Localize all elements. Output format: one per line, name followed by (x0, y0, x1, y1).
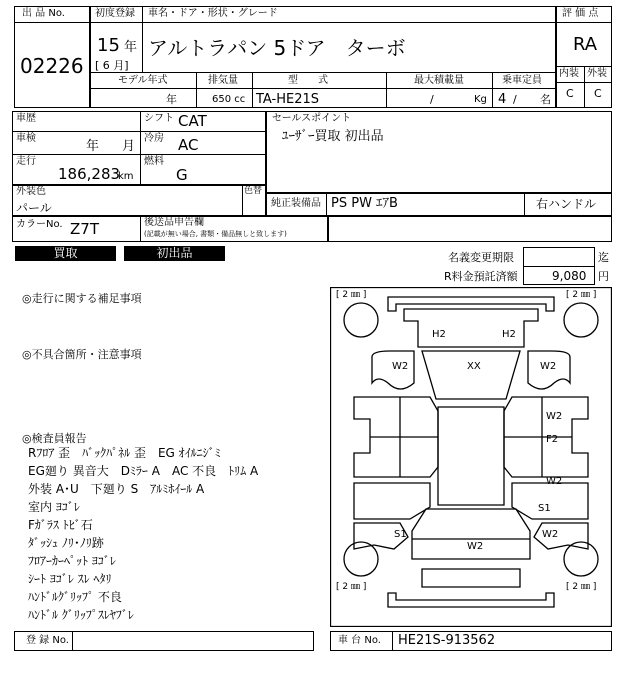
ext-color-label: 外装色 (16, 186, 46, 197)
first-registration-month: [ 6 月] (95, 59, 129, 72)
docs-note: (記載が無い場合, 書類・備品無しと致します) (144, 230, 287, 238)
mark-fender-left: W2 (392, 361, 409, 372)
inspector-line: EG廻り 異音大 Dﾐﾗｰ A AC 不良 ﾄﾘﾑ A (28, 464, 259, 478)
mark-sill-left: S1 (394, 529, 407, 540)
max-load-slash: / (430, 93, 434, 106)
mileage-unit: km (118, 171, 134, 182)
max-load-unit: Kg (474, 94, 487, 105)
score-label: 評 価 点 (562, 8, 599, 19)
mark-door-r2: F2 (546, 434, 559, 445)
mark-door-r1: W2 (546, 411, 563, 422)
name-change-box (523, 247, 595, 267)
exterior-label: 外装 (587, 68, 607, 79)
first-registration-label: 初度登録 (95, 8, 135, 19)
car-outline (330, 287, 612, 627)
fuel-value: G (176, 166, 188, 184)
inspector-line: 室内 ﾖｺﾞﾚ (28, 500, 80, 514)
docs-label: 後送品申告欄 (144, 217, 204, 228)
tire-depth-fr: [ 2 ㎜ ] (566, 290, 597, 300)
max-load-label: 最大積載量 (414, 75, 464, 86)
reg-no-label: 登 録 No. (26, 635, 69, 646)
score-value: RA (573, 34, 598, 55)
capacity-label: 乗車定員 (502, 75, 542, 86)
damage-diagram (330, 287, 612, 627)
info-left-box (12, 111, 266, 185)
mark-hood-left: H2 (432, 329, 446, 340)
car-name-label: 車名・ドア・形状・グレード (148, 8, 278, 19)
color-no-label: カラーNo. (16, 219, 63, 230)
mark-door-r3: W2 (546, 476, 563, 487)
inspector-line: ﾀﾞｯｼｭ ﾉﾘ･ﾉﾘ跡 (28, 536, 104, 550)
recycle-unit: 円 (598, 270, 609, 283)
displacement: 650 cc (212, 94, 246, 105)
tire-depth-rl: [ 2 ㎜ ] (336, 582, 367, 592)
interior-grade: C (566, 87, 574, 100)
inspector-label: ◎検査員報告 (22, 432, 87, 445)
capacity-slash: / (513, 93, 517, 106)
shaken-year: 年 (86, 139, 100, 154)
steering: 右ハンドル (536, 197, 597, 211)
chassis-no: HE21S-913562 (398, 633, 496, 648)
history-label: 車歴 (16, 113, 36, 124)
inspector-line: ﾌﾛｱｰｶｰﾍﾟｯﾄ ﾖｺﾞﾚ (28, 554, 116, 568)
chassis-label: 車 台 No. (338, 635, 381, 646)
std-equip: PS PW ｴｱB (331, 196, 398, 211)
sales-point-label: セールスポイント (272, 113, 352, 124)
name-change-unit: 迄 (598, 251, 609, 264)
supplement-label: ◎走行に関する補足事項 (22, 292, 142, 305)
shaken-month: 月 (122, 139, 136, 154)
capacity: 4 (498, 92, 507, 107)
fuel-label: 燃料 (144, 156, 164, 167)
ext-color: パール (16, 201, 52, 215)
year-unit: 年 (124, 40, 138, 55)
std-equip-label: 純正装備品 (271, 198, 321, 209)
capacity-unit: 名 (540, 93, 551, 106)
recycle-amount: 9,080 (552, 269, 587, 283)
inspector-line: Fｶﾞﾗｽ ﾄﾋﾞ石 (28, 518, 93, 532)
defects-label: ◎不具合箇所・注意事項 (22, 348, 142, 361)
docs-extra-box (328, 216, 612, 242)
inspector-line: ﾊﾝﾄﾞﾙ ｸﾞﾘｯﾌﾟｽﾚﾔﾌﾞﾚ (28, 608, 134, 622)
model-code: TA-HE21S (256, 92, 320, 107)
mark-fender-right: W2 (540, 361, 557, 372)
tag-buyback: 買取 (15, 246, 116, 261)
shift-label: シフト (144, 113, 174, 124)
inspector-line: ﾊﾝﾄﾞﾙｸﾞﾘｯﾌﾟ 不良 (28, 590, 122, 604)
car-name: アルトラパン 5ドア ターボ (148, 36, 406, 60)
tire-depth-rr: [ 2 ㎜ ] (566, 582, 597, 592)
lot-number: 02226 (20, 54, 84, 78)
interior-label: 内装 (559, 68, 579, 79)
tag-first-listing: 初出品 (124, 246, 225, 261)
inspector-line: 外装 A･U 下廻り S ｱﾙﾐﾎｲｰﾙ A (28, 482, 205, 496)
type-label: 型 式 (288, 75, 328, 86)
tire-depth-fl: [ 2 ㎜ ] (336, 290, 367, 300)
aircon-label: 冷房 (144, 133, 164, 144)
model-year-label: モデル年式 (118, 75, 168, 86)
inspector-line: ｼｰﾄ ﾖｺﾞﾚ ｽﾚ ﾍﾀﾘ (28, 572, 112, 586)
sales-point: ﾕｰｻﾞｰ買取 初出品 (282, 129, 384, 144)
mileage: 186,283 (58, 165, 121, 183)
model-year-unit: 年 (166, 93, 177, 106)
mark-quarter-right: W2 (542, 529, 559, 540)
name-change-label: 名義変更期限 (448, 251, 514, 264)
aircon-value: AC (178, 136, 199, 154)
color-no: Z7T (70, 220, 99, 238)
mileage-label: 走行 (16, 156, 36, 167)
shaken-label: 車検 (16, 133, 36, 144)
recolor-label: 色替 (244, 186, 263, 196)
mark-hood-right: H2 (502, 329, 516, 340)
mark-roof: XX (467, 361, 481, 372)
first-registration-year: 15 (97, 35, 120, 56)
lot-number-label: 出 品 No. (22, 8, 65, 19)
inspector-line: Rﾌﾛｱ 歪 ﾊﾞｯｸﾊﾟﾈﾙ 歪 EG ｵｲﾙﾆｼﾞﾐ (28, 446, 221, 460)
mark-rear: W2 (467, 541, 484, 552)
displacement-label: 排気量 (208, 75, 238, 86)
mark-sill-right: S1 (538, 503, 551, 514)
shift-value: CAT (178, 112, 207, 130)
exterior-grade: C (594, 87, 602, 100)
recycle-label: R料金預託済額 (444, 270, 518, 283)
